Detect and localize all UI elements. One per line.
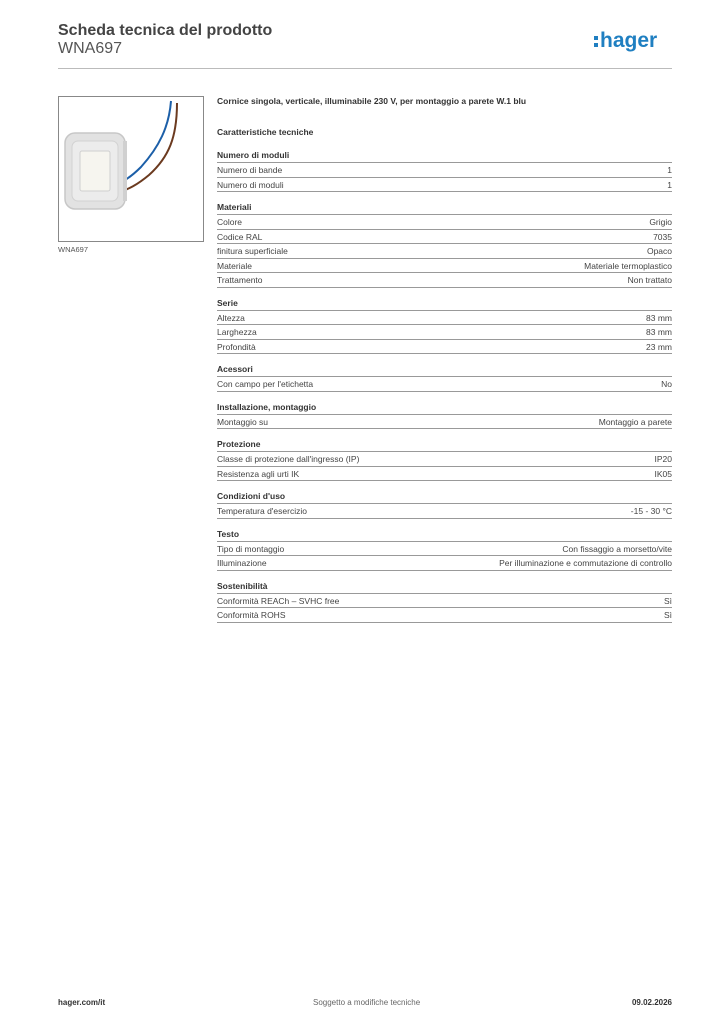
footer-note: Soggetto a modifiche tecniche [313,998,421,1007]
spec-section [217,438,672,481]
spec-label: Temperatura d'esercizio [217,506,307,516]
spec-row [217,230,672,245]
spec-label: Conformità REACh – SVHC free [217,595,340,606]
spec-row [217,542,672,557]
spec-value: 1 [667,179,672,190]
spec-value: Montaggio a parete [598,416,672,427]
header-divider [58,68,672,69]
spec-label: Numero di bande [217,165,283,175]
spec-value: 83 mm [646,312,672,323]
footer-website: hager.com/it [58,998,106,1007]
section-title: Materiali [217,201,672,215]
section-title: Sostenibilità [217,580,672,594]
product-description: Cornice singola, verticale, illuminabile 230 V, per montaggio a parete W.1 blu [217,96,527,106]
spec-value: Materiale termoplastico [584,260,672,271]
spec-sections [217,149,672,623]
spec-row [217,178,672,193]
spec-label: Profondità [217,341,256,352]
spec-value: IK05 [654,468,672,479]
spec-section [217,149,672,192]
spec-label: Classe di protezione dall'ingresso (IP) [217,454,360,464]
spec-value: Non trattato [627,275,672,285]
spec-value: No [661,379,672,389]
spec-value: 1 [667,165,672,175]
spec-row [217,325,672,340]
hager-logo [594,26,674,56]
spec-value: Sì [663,610,672,620]
section-title: Testo [217,528,672,542]
spec-value: Opaco [646,246,672,256]
product-code-heading: WNA697 [58,40,123,57]
frame-illustration [59,97,203,241]
spec-value: 83 mm [646,327,672,337]
spec-row [217,415,672,430]
spec-label: Materiale [217,260,252,271]
section-title: Protezione [217,438,672,452]
spec-section [217,297,672,355]
spec-row [217,215,672,230]
spec-label: Con campo per l'etichetta [217,379,314,389]
brand-name: hager [600,29,658,52]
spec-row [217,244,672,259]
spec-row [217,273,672,288]
spec-value: -15 - 30 °C [630,506,672,516]
spec-row [217,452,672,467]
spec-section [217,363,672,392]
spec-row [217,311,672,326]
spec-label: Montaggio su [217,416,269,427]
spec-label: Altezza [217,312,245,323]
spec-row [217,556,672,571]
spec-section [217,201,672,288]
document-title: Scheda tecnica del prodotto [58,22,273,39]
spec-label: Trattamento [217,275,263,285]
spec-value: IP20 [654,454,672,464]
spec-label: Numero di moduli [217,179,284,190]
section-title: Numero di moduli [217,149,672,163]
spec-value: Con fissaggio a morsetto/vite [562,543,672,554]
spec-row [217,163,672,178]
spec-label: Codice RAL [217,231,263,242]
spec-label: Colore [217,217,243,227]
spec-label: Illuminazione [217,558,267,568]
spec-section [217,528,672,571]
technical-characteristics-heading: Caratteristiche tecniche [217,127,314,137]
spec-value: Per illuminazione e commutazione di controllo [499,558,672,568]
section-title: Installazione, montaggio [217,401,672,415]
spec-label: finitura superficiale [217,246,288,256]
spec-content [217,95,672,632]
spec-row [217,594,672,609]
spec-value: Grigio [649,217,672,227]
footer-date: 09.02.2026 [631,998,672,1007]
spec-section [217,401,672,430]
spec-row [217,504,672,519]
spec-label: Tipo di montaggio [217,543,285,554]
image-caption: WNA697 [58,245,89,254]
spec-row [217,608,672,623]
spec-section [217,490,672,519]
spec-section [217,580,672,623]
spec-row [217,467,672,482]
spec-label: Larghezza [217,327,257,337]
spec-value: 7035 [653,231,672,242]
section-title: Acessori [217,363,672,377]
spec-value: 23 mm [646,341,672,352]
section-title: Condizioni d'uso [217,490,672,504]
spec-row [217,259,672,274]
spec-value: Sì [663,595,672,606]
section-title: Serie [217,297,672,311]
spec-label: Conformità ROHS [217,610,286,620]
spec-row [217,377,672,392]
spec-label: Resistenza agli urti IK [217,468,300,479]
product-image [58,96,204,242]
spec-row [217,340,672,355]
